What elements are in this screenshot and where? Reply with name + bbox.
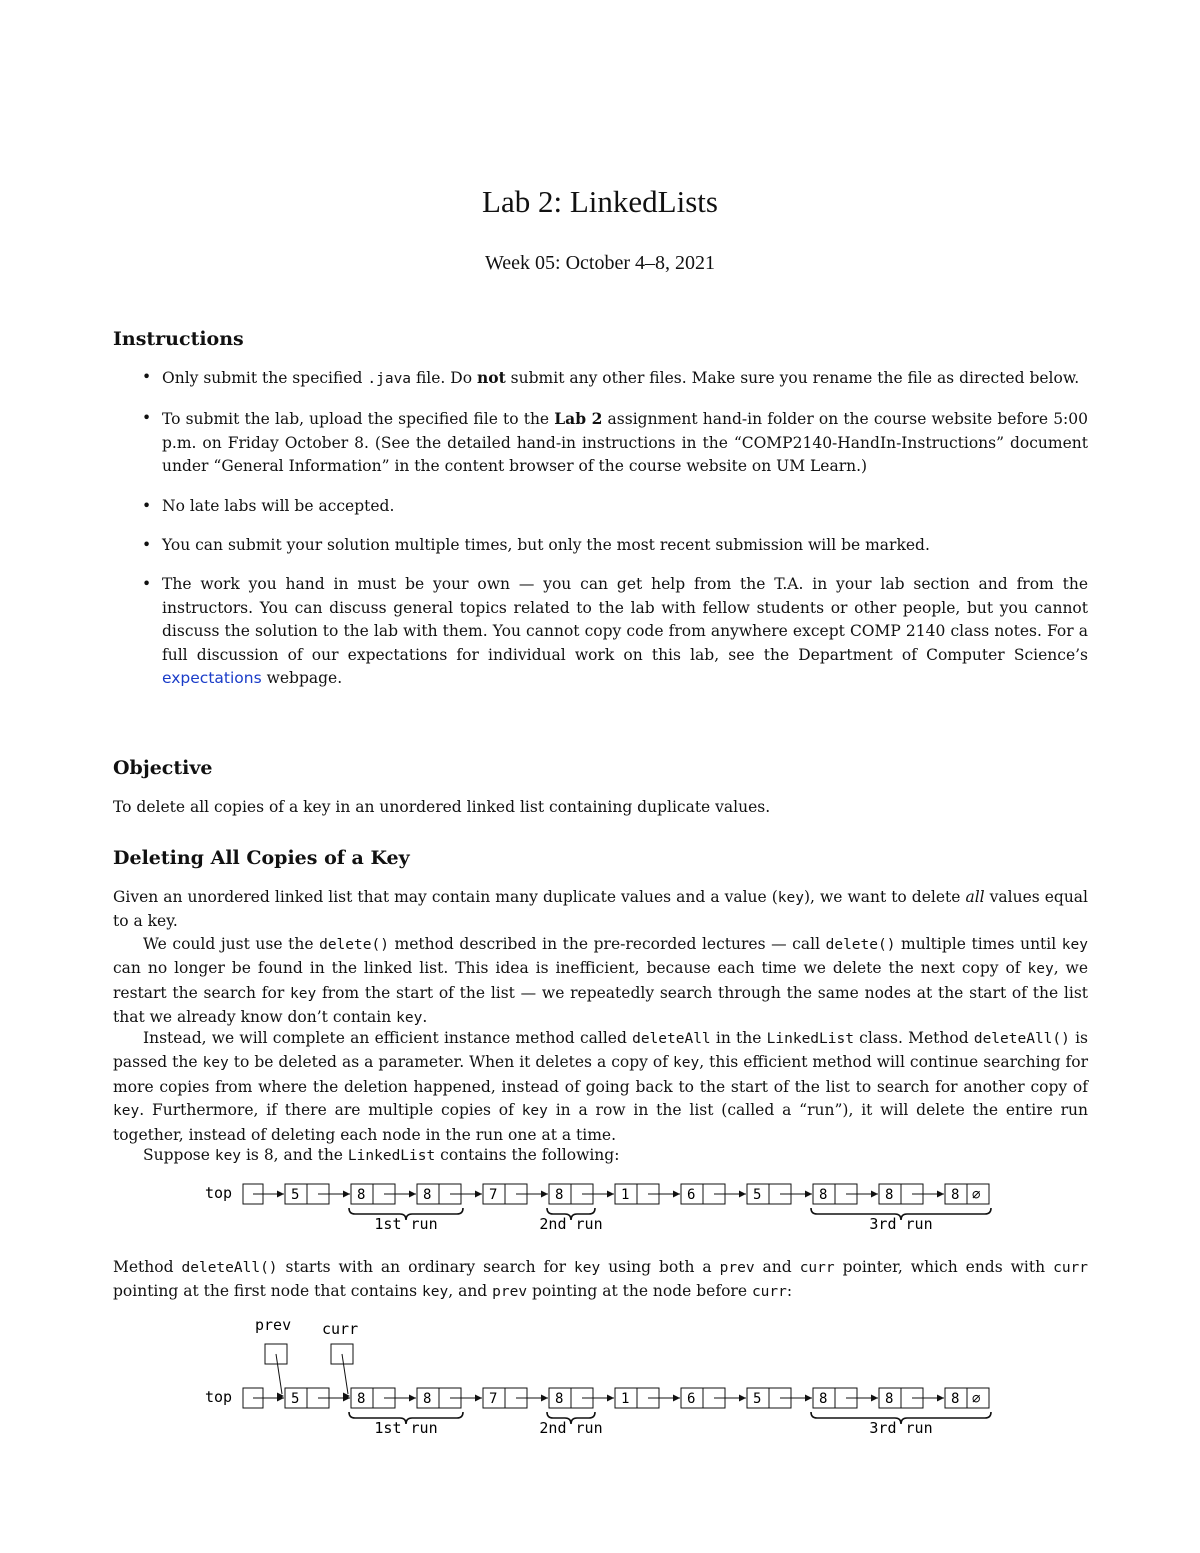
- text: is passed the: [113, 1029, 1089, 1072]
- run-label: 2nd run: [539, 1419, 603, 1437]
- arrow-head: [475, 1395, 482, 1402]
- arrow-head: [937, 1395, 944, 1402]
- text: is 8, and the: [241, 1146, 348, 1164]
- text: , this efficient method will continue searching for more copies from where the deletion happened, instead of going back to the start of the list to search for another copy of: [113, 1053, 1089, 1096]
- code-text: prev: [492, 1284, 528, 1301]
- node-value: 5: [291, 1187, 300, 1203]
- list-item: [113, 407, 1088, 478]
- top-label: top: [205, 1388, 233, 1406]
- curr-label: curr: [322, 1320, 359, 1338]
- paragraph: [113, 1256, 1088, 1305]
- run-label: 2nd run: [539, 1215, 603, 1233]
- node-value: 8: [885, 1391, 894, 1407]
- expectations-link[interactable]: expectations: [162, 669, 262, 688]
- text: We could just use the: [143, 935, 320, 953]
- node-value: 5: [291, 1391, 300, 1407]
- arrow-head: [805, 1191, 812, 1198]
- text: To submit the lab, upload the specified file to the: [162, 410, 555, 429]
- node-value: 6: [687, 1391, 696, 1407]
- code-text: key: [202, 1055, 229, 1072]
- text: to be deleted as a parameter. When it deletes a copy of: [228, 1053, 673, 1072]
- text: and: [754, 1258, 800, 1276]
- node-value: 7: [489, 1187, 498, 1203]
- code-text: key: [422, 1284, 449, 1301]
- text: :: [786, 1282, 793, 1301]
- text: Method: [113, 1258, 182, 1276]
- text: assignment hand-in folder on the course website before 5:00 p.m. on Friday October 8. (See the detailed hand-in instructions in the “COMP2140-HandIn-Instructions” document under “General Information” in the content browser of the course website on UM Learn.): [162, 410, 1089, 476]
- arrow-head: [343, 1191, 350, 1198]
- node-value: 8: [357, 1187, 366, 1203]
- arrow-head: [541, 1191, 548, 1198]
- node-value: 1: [621, 1187, 630, 1203]
- arrow-head: [409, 1395, 416, 1402]
- null-symbol: ∅: [972, 1391, 981, 1407]
- arrow-head: [871, 1191, 878, 1198]
- italic-text: all: [965, 888, 985, 906]
- code-text: key: [574, 1260, 601, 1276]
- deleting-heading: Deleting All Copies of a Key: [113, 847, 410, 869]
- code-text: key: [396, 1010, 423, 1027]
- node-value: 8: [423, 1391, 432, 1407]
- run-label: 1st run: [374, 1419, 438, 1437]
- node-value: 8: [555, 1391, 564, 1407]
- text: file. Do: [411, 369, 477, 387]
- text: , and: [448, 1282, 493, 1301]
- null-symbol: ∅: [972, 1187, 981, 1203]
- text: class. Method: [853, 1029, 974, 1047]
- list-item: [113, 573, 1088, 690]
- code-text: deleteAll: [632, 1031, 711, 1047]
- bold-text: not: [476, 368, 506, 387]
- text: from the start of the list — we repeatedly search through the same nodes at the start of the list that we already know don’t contain: [113, 983, 1088, 1027]
- code-text: key: [113, 1103, 140, 1120]
- node-value: 8: [357, 1391, 366, 1407]
- linked-list-diagram: [195, 1176, 1015, 1236]
- node-value: 8: [819, 1187, 828, 1203]
- text: Instead, we will complete an efficient instance method called: [143, 1029, 633, 1047]
- arrow-head: [277, 1191, 284, 1198]
- code-text: key: [1061, 937, 1088, 953]
- list-item: [113, 366, 1088, 391]
- text: Only submit the specified: [162, 369, 368, 387]
- instructions-list: [113, 366, 1088, 706]
- text: pointing at the first node that contains: [113, 1282, 423, 1301]
- code-text: key: [521, 1103, 548, 1120]
- node-value: 1: [621, 1391, 630, 1407]
- code-text: delete(): [319, 937, 389, 953]
- code-text: curr: [751, 1284, 787, 1301]
- curr-pointer-arrow: [342, 1354, 348, 1394]
- code-text: curr: [1053, 1260, 1089, 1276]
- arrow-head: [607, 1395, 614, 1402]
- node-value: 8: [885, 1187, 894, 1203]
- arrow-head: [607, 1191, 614, 1198]
- node-value: 6: [687, 1187, 696, 1203]
- node-value: 8: [819, 1391, 828, 1407]
- prev-pointer-arrow: [276, 1354, 282, 1394]
- code-text: key: [673, 1055, 700, 1072]
- code-text: prev: [719, 1260, 755, 1276]
- linked-list-diagram-with-pointers: [195, 1310, 1015, 1440]
- arrow-head: [805, 1395, 812, 1402]
- run-label: 3rd run: [869, 1419, 933, 1437]
- text: multiple times until: [895, 935, 1062, 953]
- text: Suppose: [143, 1146, 215, 1164]
- paragraph: [113, 933, 1088, 1031]
- code-text: key: [289, 985, 317, 1002]
- text: method described in the pre-recorded lectures — call: [388, 935, 826, 953]
- code-text: LinkedList: [766, 1031, 854, 1047]
- run-label: 3rd run: [869, 1215, 933, 1233]
- node-value: 5: [753, 1391, 762, 1407]
- arrow-head: [541, 1395, 548, 1402]
- text: No late labs will be accepted.: [162, 496, 395, 515]
- code-text: deleteAll(): [973, 1031, 1070, 1047]
- node-value: 8: [555, 1187, 564, 1203]
- arrow-head: [871, 1395, 878, 1402]
- text: , we restart the search for: [113, 959, 1088, 1002]
- text: webpage.: [261, 669, 343, 688]
- paragraph: [113, 886, 1088, 934]
- text: . Furthermore, if there are multiple copies of: [139, 1101, 522, 1120]
- text: can no longer be found in the linked list. This idea is inefficient, because each time we delete the next copy of: [113, 959, 1028, 978]
- arrow-head: [673, 1191, 680, 1198]
- text: values equal to a key.: [113, 888, 1089, 931]
- text: submit any other files. Make sure you rename the file as directed below.: [505, 369, 1080, 387]
- code-text: key: [214, 1148, 242, 1164]
- text: using both a: [600, 1258, 720, 1276]
- objective-heading: Objective: [113, 757, 213, 779]
- code-text: deleteAll(): [181, 1260, 278, 1276]
- arrow-head: [475, 1191, 482, 1198]
- code-text: key: [1027, 961, 1054, 978]
- text: .: [422, 1008, 428, 1027]
- arrow-head: [937, 1191, 944, 1198]
- node-value: 8: [951, 1391, 960, 1407]
- arrow-head: [409, 1191, 416, 1198]
- text: pointing at the node before: [527, 1282, 752, 1301]
- text: contains the following:: [435, 1146, 620, 1164]
- code-text: curr: [799, 1260, 835, 1276]
- text: pointer, which ends with: [834, 1258, 1054, 1276]
- paragraph: [113, 1027, 1088, 1147]
- text: in the: [710, 1029, 767, 1047]
- text: You can submit your solution multiple times, but only the most recent submission will be marked.: [162, 536, 930, 555]
- node-value: 5: [753, 1187, 762, 1203]
- run-label: 1st run: [374, 1215, 438, 1233]
- text: starts with an ordinary search for: [277, 1258, 575, 1276]
- arrow-head: [739, 1395, 746, 1402]
- top-label: top: [205, 1184, 233, 1202]
- node-value: 7: [489, 1391, 498, 1407]
- page-title: Lab 2: LinkedLists: [482, 184, 718, 219]
- node-value: 8: [951, 1187, 960, 1203]
- arrow-head: [673, 1395, 680, 1402]
- code-text: LinkedList: [347, 1148, 436, 1164]
- bold-text: Lab 2: [554, 409, 603, 429]
- node-value: 8: [423, 1187, 432, 1203]
- text: Given an unordered linked list that may contain many duplicate values and a value (: [113, 888, 778, 906]
- list-item: [113, 534, 1088, 557]
- code-text: .java: [367, 371, 412, 387]
- page-subtitle: Week 05: October 4–8, 2021: [485, 252, 715, 274]
- text: in a row in the list (called a “run”), it will delete the entire run together, instead of deleting each node in the run one at a time.: [113, 1101, 1088, 1144]
- text: ), we want to delete: [803, 888, 966, 906]
- arrow-head: [739, 1191, 746, 1198]
- objective-text: To delete all copies of a key in an unordered linked list containing duplicate values.: [113, 798, 771, 816]
- code-text: delete(): [825, 937, 896, 953]
- code-text: key: [777, 890, 804, 906]
- list-item: [113, 495, 1088, 518]
- instructions-heading: Instructions: [113, 328, 244, 350]
- text: The work you hand in must be your own — you can get help from the T.A. in your lab section and from the instructors. You can discuss general topics related to the lab with fellow students or other people, but you cannot discuss the solution to the lab with them. You cannot copy code from anywhere except COMP 2140 class notes. For a full discussion of our expectations for individual work on this lab, see the Department of Computer Science’s: [162, 575, 1088, 664]
- prev-label: prev: [255, 1316, 292, 1334]
- paragraph: [113, 1144, 1088, 1168]
